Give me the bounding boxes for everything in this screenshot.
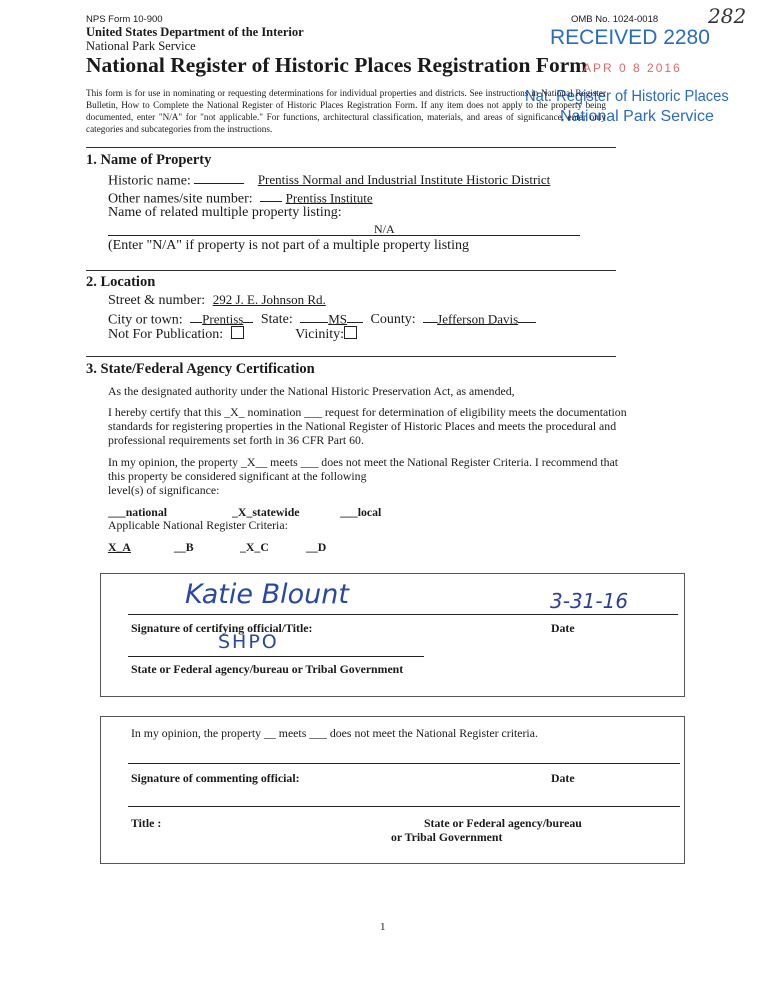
agency-line: [128, 656, 424, 657]
county-label: County:: [370, 312, 416, 328]
blank-line: [423, 309, 437, 323]
city-value[interactable]: Prentiss: [202, 311, 244, 327]
other-names-value[interactable]: Prentiss Institute: [285, 190, 373, 206]
not-for-publication-checkbox[interactable]: [231, 326, 244, 339]
multiple-listing-line: [108, 235, 580, 236]
criteria-label: Applicable National Register Criteria:: [108, 518, 288, 532]
opinion-line: level(s) of significance:: [108, 483, 220, 497]
comment-title-line: [128, 806, 680, 807]
certify-line: professional requirements set forth in 36 CFR Part 60.: [108, 433, 364, 447]
form-title: National Register of Historic Places Registration Form: [86, 53, 588, 77]
date-handwriting[interactable]: 3-31-16: [550, 589, 629, 613]
blank-line: [518, 309, 536, 323]
department-name: United States Department of the Interior: [86, 25, 304, 39]
other-names-label: Other names/site number:: [108, 191, 253, 207]
blank-line: [243, 309, 253, 323]
received-stamp: RECEIVED 2280: [550, 26, 710, 49]
certify-line: standards for registering properties in the National Register of Historic Places and meets the procedural and: [108, 419, 617, 433]
date-label: Date: [551, 621, 575, 635]
comment-signature-label: Signature of commenting official:: [131, 771, 300, 785]
signature-label: Signature of certifying official/Title:: [131, 621, 313, 635]
comment-title-label: Title :: [131, 816, 162, 830]
state-value[interactable]: MS: [328, 311, 348, 327]
state-label: State:: [260, 312, 293, 328]
signature-line: [128, 614, 678, 615]
received-date-stamp: APR 0 8 2016: [583, 61, 682, 75]
street-row: [108, 292, 326, 309]
city-label: City or town:: [108, 312, 183, 328]
county-value[interactable]: Jefferson Davis: [437, 311, 519, 327]
comment-agency-label-line2: or Tribal Government: [391, 830, 503, 844]
signature-handwriting[interactable]: Katie Blount: [185, 579, 349, 610]
blank-line: [260, 188, 282, 202]
comment-date-label: Date: [551, 771, 575, 785]
multiple-listing-label: Name of related multiple property listing:: [108, 205, 342, 220]
level-statewide[interactable]: _X_statewide: [232, 505, 300, 519]
criterion-d[interactable]: __D: [306, 540, 327, 554]
divider: [86, 270, 616, 271]
blank-line: [300, 309, 328, 323]
form-number: NPS Form 10-900: [86, 14, 163, 25]
not-for-publication-label: Not For Publication:: [108, 327, 224, 342]
level-local[interactable]: ___local: [340, 505, 382, 519]
vicinity-label: Vicinity:: [295, 327, 345, 342]
handwritten-page-number: 282: [708, 4, 747, 28]
section1-heading: 1. Name of Property: [86, 152, 212, 168]
divider: [86, 356, 616, 357]
title-handwriting[interactable]: SHPO: [218, 631, 279, 653]
certify-paragraph: [108, 405, 627, 447]
multiple-listing-note: (Enter "N/A" if property is not part of a multiple property listing: [108, 238, 469, 253]
opinion-line: In my opinion, the property _X__ meets ___ does not meet the National Register Criteria. I recommend that: [108, 455, 619, 469]
historic-name-label: Historic name:: [108, 173, 191, 189]
opinion-line: this property be considered significant at the following: [108, 469, 367, 483]
section3-heading: 3. State/Federal Agency Certification: [86, 361, 315, 377]
authority-text: As the designated authority under the National Historic Preservation Act, as amended,: [108, 384, 515, 398]
instructions-paragraph: This form is for use in nominating or requesting determinations for individual properties and districts. See instructions in National Register Bulletin, How to Complete the National Register of Historic Places Registration Form. If any item does not apply to the property being documented, enter "N/A" for "not applicable." For functions, architectural classification, materials, and areas of significance, enter only categories and subcategories from the instructions.: [86, 88, 606, 134]
comment-agency-label-line1: State or Federal agency/bureau: [424, 816, 582, 830]
level-national[interactable]: ___national: [108, 505, 167, 519]
opinion-paragraph: [108, 455, 618, 497]
agency-label: State or Federal agency/bureau or Tribal Government: [131, 662, 404, 676]
publication-row: [108, 326, 357, 343]
page-number: 1: [380, 921, 386, 933]
street-value[interactable]: 292 J. E. Johnson Rd.: [212, 292, 326, 307]
divider: [86, 147, 616, 148]
certify-line: I hereby certify that this _X_ nomination ___ request for determination of eligibility meets the documentation: [108, 405, 627, 419]
blank-line: [190, 309, 202, 323]
comment-signature-line: [128, 763, 680, 764]
omb-number: OMB No. 1024-0018: [571, 14, 659, 25]
criterion-b[interactable]: __B: [174, 540, 194, 554]
blank-line: [347, 309, 363, 323]
register-stamp-line2: National Park Service: [560, 108, 714, 125]
criterion-a[interactable]: X_A: [108, 540, 131, 554]
section2-heading: 2. Location: [86, 274, 156, 290]
historic-name-row: [108, 170, 550, 189]
historic-name-value[interactable]: Prentiss Normal and Industrial Institute Historic District: [257, 172, 551, 188]
criterion-c[interactable]: _X_C: [240, 540, 269, 554]
street-label: Street & number:: [108, 293, 206, 308]
vicinity-checkbox[interactable]: [344, 326, 357, 339]
register-stamp-line1: Nat. Register of Historic Places: [525, 88, 729, 105]
multiple-listing-value[interactable]: N/A: [374, 222, 395, 236]
blank-line: [194, 170, 244, 184]
service-name: National Park Service: [86, 39, 196, 53]
comment-opinion: In my opinion, the property __ meets ___ does not meet the National Register criteria.: [131, 726, 538, 740]
